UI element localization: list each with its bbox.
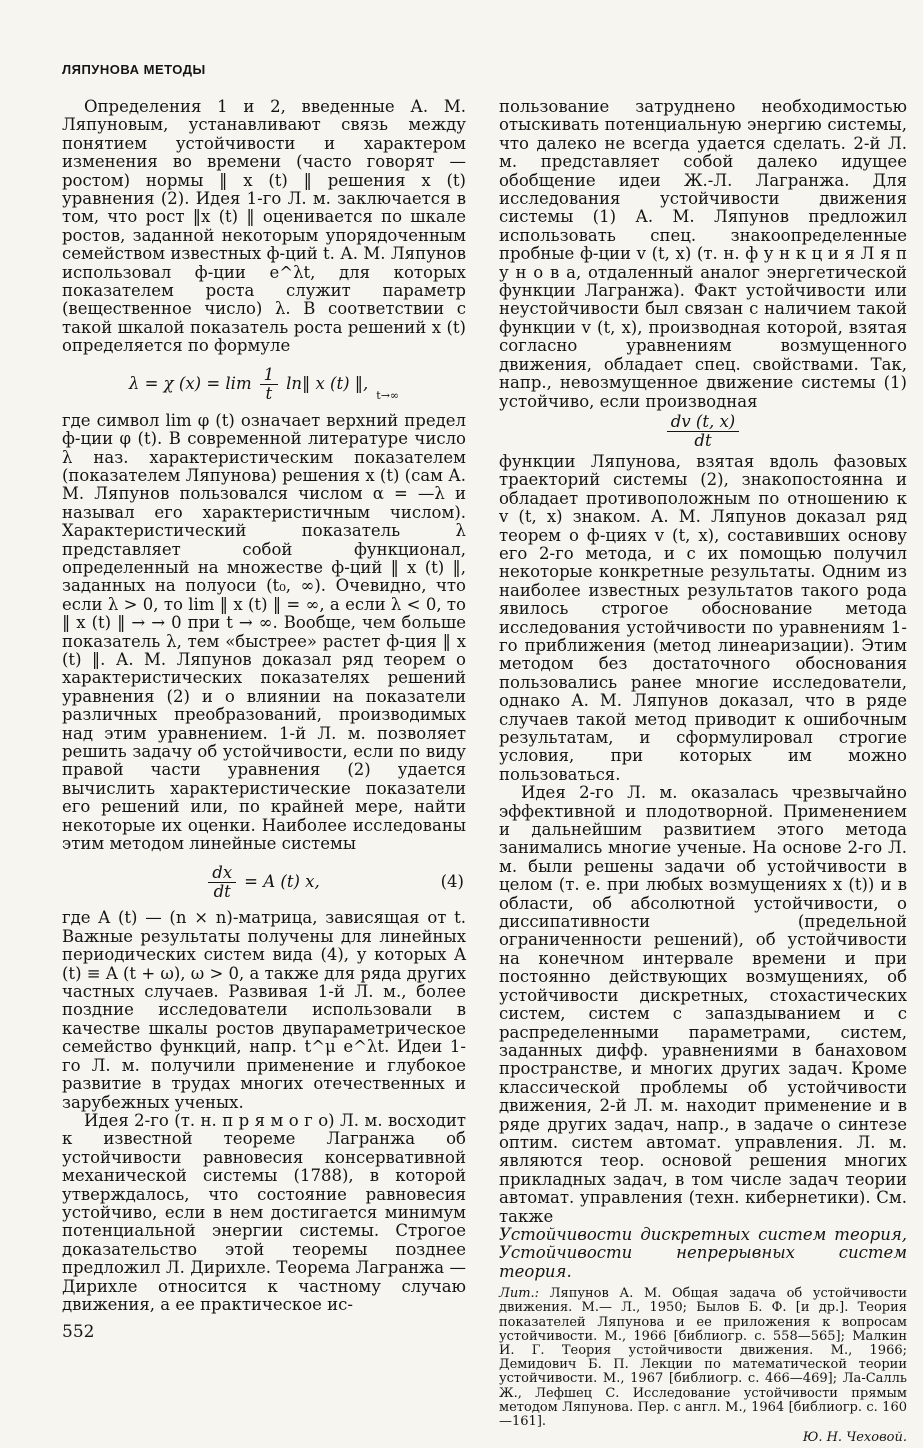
formula-lyapunov-exponent (62, 364, 466, 406)
paragraph: Идея 2-го Л. м. оказалась чрезвычайно эффективной и плодотворной. Применением и дальнейшим развитием этого метода занимались многие ученые. На основе 2-го Л. м. были решены задачи об устойчивости в целом (т. е. при любых возмущениях x (t)) и в области, об абсолютной устойчивости, о диссипативности (предельной ограниченности решений), об устойчивости на конечном интервале времени и при постоянно действующих возмущениях, об устойчивости дискретных, стохастических систем, систем с запаздыванием и с распределенными параметрами, систем, заданных дифф. уравнениями в банаховом пространстве, и многих других задач. Кроме классической проблемы об устойчивости движения, 2-й Л. м. находит применение и в ряде других задач, напр., в задаче о синтезе оптим. систем автомат. управления. Л. м. являются теор. основой решения многих прикладных задач, в том числе задач теории автомат. управления (техн. кибернетики). См. также (499, 783, 907, 1226)
formula-lhs: λ = χ (x) = lim (128, 374, 252, 394)
running-title: ЛЯПУНОВА МЕТОДЫ (62, 62, 206, 77)
bibliography-label: Лит.: (499, 1286, 540, 1302)
paragraph: где символ lim φ (t) означает верхний предел ф-ции φ (t). В современной литературе число λ наз. характеристическим показателем (показателем Ляпунова) решения x (t) (сам А. М. Ляпунов пользовался числом α = —λ и называл его характеристичным числом). Характеристический показатель λ представляет собой функционал, определенный на множестве ф-ций ‖ x (t) ‖, заданных на полуоси (t₀, ∞). Очевидно, что если λ > 0, то lim ‖ x (t) ‖ = ∞, а если λ < 0, то ‖ x (t) ‖ → → 0 при t → ∞. Вообще, чем больше показатель λ, тем «быстрее» растет ф-ция ‖ x (t) ‖. А. М. Ляпунов доказал ряд теорем о характеристических показателях решений уравнения (2) и о влиянии на показатели различных преобразований, производимых над этим уравнением. 1-й Л. м. позволяет решить задачу об устойчивости, если по виду правой части уравнения (2) удается вычислить характеристические показатели его решений или, по крайней мере, найти некоторые их оценки. Наиболее исследованы этим методом линейные системы (62, 410, 466, 854)
bibliography-text: Ляпунов А. М. Общая задача об устойчивости движения. М.— Л., 1950; Былов Б. Ф. [и др.]. Теория показателей Ляпунова и ее приложения к вопросам устойчивости. М., 1966 [библиогр. с. 558—565]; Малкин И. Г. Теория устойчивости движения. М., 1966; Демидович Б. П. Лекции по математической теории устойчивости. М., 1967 [библиогр. с. 466—469]; Ла-Салль Ж., Лефшец С. Исследование устойчивости прямым методом Ляпунова. Пер. с англ. М., 1964 [библиогр. с. 160—161]. (499, 1286, 907, 1430)
left-column (62, 98, 466, 1314)
formula-limit-subscript: t→∞ (376, 389, 400, 403)
equation-number: (4) (440, 872, 464, 892)
formula-rhs: ln‖ x (t) ‖, (286, 374, 369, 394)
paragraph: функции Ляпунова, взятая вдоль фазовых траекторий системы (2), знакопостоянна и обладает противоположным по отношению к v (t, x) знаком. А. М. Ляпунов доказал ряд теорем о ф-циях v (t, x), составивших основу его 2-го метода, и с их помощью получил некоторые конкретные результаты. Одним из наиболее известных результатов такого рода явилось строгое обоснование метода исследования устойчивости по уравнениям 1-го приближения (метод линеаризации). Этим методом без достаточного обоснования пользовались ранее многие исследователи, однако А. М. Ляпунов доказал, что в ряде случаев такой метод приводит к ошибочным результатам, и сформулировал строгие условия, при которых им можно пользоваться. (499, 451, 907, 784)
bibliography (499, 1287, 907, 1429)
paragraph: где A (t) — (n × n)-матрица, зависящая от t. Важные результаты получены для линейных периодических систем вида (4), у которых A (t) ≡ A (t + ω), ω > 0, а также для ряда других частных случаев. Развивая 1-й Л. м., более поздние исследователи использовали в качестве шкалы ростов двупараметрическое семейство функций, напр. t^μ e^λt. Идеи 1-го Л. м. получили применение и глубокое развитие в трудах многих отечественных и зарубежных ученых. (62, 908, 466, 1112)
paragraph: Идея 2-го (т. н. п р я м о г о) Л. м. восходит к известной теореме Лагранжа об устойчивости равновесия консервативной механической системы (1788), в которой утверждалось, что состояние равновесия устойчиво, если в нем достигается минимум потенциальной энергии системы. Строгое доказательство этой теоремы позднее предложил Л. Дирихле. Теорема Лагранжа — Дирихле относится к частному случаю движения, а ее практическое ис- (62, 1110, 466, 1314)
formula-linear-system (62, 861, 466, 903)
formula-rhs: = A (t) x, (244, 872, 320, 892)
formula-fraction: $\frac{1}{t}$ (260, 366, 279, 404)
page-number: 552 (62, 1322, 95, 1342)
see-also: Устойчивости дискретных систем теория, Устойчивости непрерывных систем теория. (499, 1224, 907, 1281)
paragraph: пользование затруднено необходимостью отыскивать потенциальную энергию системы, что далеко не всегда удается сделать. 2-й Л. м. представляет собой далеко идущее обобщение идеи Ж.-Л. Лагранжа. Для исследования устойчивости движения системы (1) А. М. Ляпунов предложил использовать спец. знакоопределенные пробные ф-ции v (t, x) (т. н. ф у н к ц и я Л я п у н о в а, отдаленный аналог энергетической функции Лагранжа). Факт устойчивости или неустойчивости был связан с наличием такой функции v (t, x), производная которой, взятая согласно уравнениям возмущенного движения, обладает спец. свойствами. Так, напр., невозмущенное движение системы (1) устойчиво, если производная (499, 97, 907, 411)
formula-derivative: $\frac{dx}{dt}$ (208, 864, 236, 902)
formula-derivative-v: $\frac{dv (t, x)}{dt}$ (499, 414, 907, 450)
paragraph: Определения 1 и 2, введенные А. М. Ляпуновым, устанавливают связь между понятием устойчивости и характером изменения во времени (часто говорят — ростом) нормы ‖ x (t) ‖ решения x (t) уравнения (2). Идея 1-го Л. м. заключается в том, что рост ‖x (t) ‖ оценивается по шкале ростов, заданной некоторым упорядоченным семейством известных ф-ций t. А. М. Ляпунов использовал ф-ции e^λt, для которых показателем роста служит параметр (вещественное число) λ. В соответствии с такой шкалой показатель роста решений x (t) определяется по формуле (62, 97, 466, 356)
right-column (499, 98, 907, 1448)
author-signature: Ю. Н. Чеховой. (802, 1430, 907, 1446)
